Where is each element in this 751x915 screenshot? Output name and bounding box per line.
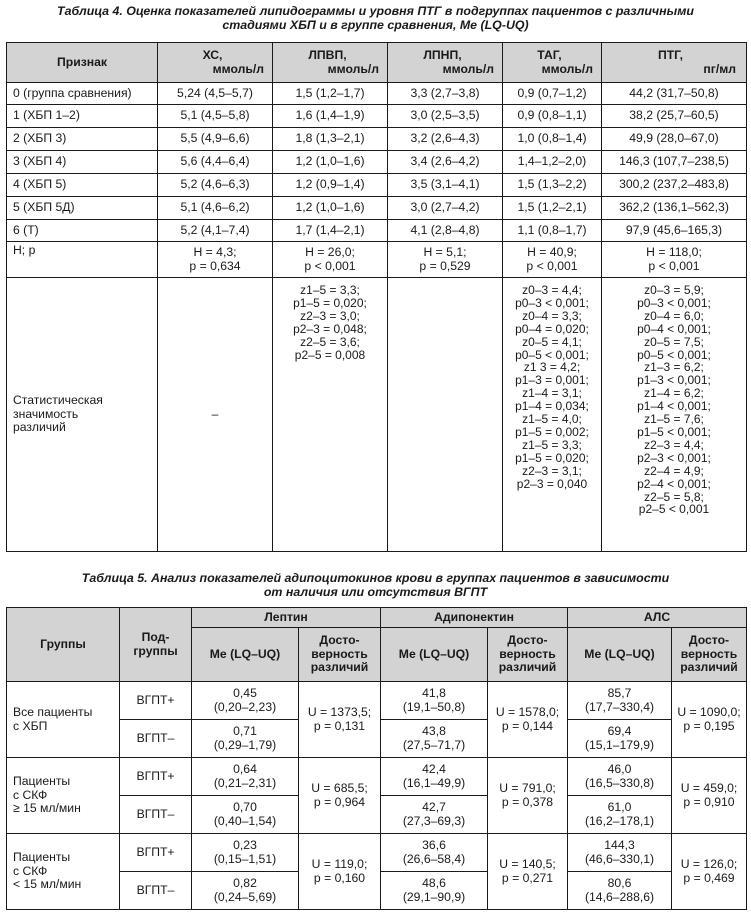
row-label: Статистическая значимость различий <box>7 278 158 552</box>
row-label: 4 (ХБП 5) <box>7 174 158 197</box>
cell-lpvp: Н = 26,0; р < 0,001 <box>273 242 388 278</box>
cell-als-me: 85,7 (17,7–330,4) <box>568 682 672 720</box>
cell-als-me: 80,6 (14,6–288,6) <box>568 872 672 910</box>
table4-header-ptg <box>602 43 747 83</box>
cell-hs: 5,24 (4,5–5,7) <box>158 83 273 105</box>
row-label: 2 (ХБП 3) <box>7 128 158 151</box>
row-label: 5 (ХБП 5Д) <box>7 197 158 220</box>
cell-hs: 5,2 (4,1–7,4) <box>158 220 273 242</box>
header-me: Me (LQ–UQ) <box>192 628 299 682</box>
cell-tag: 1,5 (1,2–2,1) <box>503 197 602 220</box>
cell-ptg: 362,2 (136,1–562,3) <box>602 197 747 220</box>
subgroup-label: ВГПТ– <box>120 796 192 834</box>
cell-ptg: 38,2 (25,7–60,5) <box>602 105 747 128</box>
cell-tag: 1,4–1,2–2,0) <box>503 151 602 174</box>
cell-ptg: 300,2 (237,2–483,8) <box>602 174 747 197</box>
header-unit: ммоль/л <box>442 61 494 76</box>
table-row <box>7 834 747 872</box>
cell-ptg: 44,2 (31,7–50,8) <box>602 83 747 105</box>
group-name: Пациенты с СКФ ≥ 15 мл/мин <box>7 758 120 834</box>
header-text: ЛПНП, <box>423 48 462 62</box>
cell-adiponectin-me: 36,6 (26,6–58,4) <box>381 834 488 872</box>
table-row <box>7 682 747 720</box>
header-text: ПТГ, <box>657 48 684 62</box>
table5-caption-line2: от наличия или отсутствия ВГПТ <box>263 585 488 599</box>
cell-lpnp: 3,0 (2,5–3,5) <box>388 105 503 128</box>
cell-lpnp: 3,4 (2,6–4,2) <box>388 151 503 174</box>
cell-als-me: 46,0 (16,5–330,8) <box>568 758 672 796</box>
table5-header-groups: Группы <box>7 608 120 682</box>
cell-lpnp: 3,2 (2,6–4,3) <box>388 128 503 151</box>
cell-lpvp: 1,7 (1,4–2,1) <box>273 220 388 242</box>
cell-adiponectin-me: 48,6 (29,1–90,9) <box>381 872 488 910</box>
table5-caption <box>0 571 751 599</box>
table4-significance-row <box>7 278 747 552</box>
cell-lpvp: 1,2 (1,0–1,6) <box>273 197 388 220</box>
table4-caption <box>0 4 751 32</box>
cell-adiponectin-significance: U = 791,0; p = 0,378 <box>488 758 568 834</box>
header-significance: Досто- верность различий <box>299 628 381 682</box>
cell-adiponectin-me: 42,7 (27,3–69,3) <box>381 796 488 834</box>
header-text: ЛПВП, <box>308 48 347 62</box>
cell-adiponectin-significance: U = 140,5; p = 0,271 <box>488 834 568 910</box>
header-text: ХС, <box>202 48 223 62</box>
cell-leptin-me: 0,71 (0,29–1,79) <box>192 720 299 758</box>
cell-adiponectin-significance: U = 1578,0; p = 0,144 <box>488 682 568 758</box>
table5-header-adiponectin: Адипонектин <box>381 608 568 628</box>
cell-hs: 5,5 (4,9–6,6) <box>158 128 273 151</box>
cell-leptin-me: 0,82 (0,24–5,69) <box>192 872 299 910</box>
row-label: 3 (ХБП 4) <box>7 151 158 174</box>
subgroup-label: ВГПТ+ <box>120 682 192 720</box>
cell-hs: 5,1 (4,6–6,2) <box>158 197 273 220</box>
table4-caption-line1: Таблица 4. Оценка показателей липидограммы и уровня ПТГ в подгруппах пациентов с различными <box>57 4 694 18</box>
cell-als-me: 61,0 (16,2–178,1) <box>568 796 672 834</box>
table4-header-lpvp <box>273 43 388 83</box>
cell-lpvp-stats: z1–5 = 3,3; p1–5 = 0,020; z2–3 = 3,0; p2–3 = 0,048; z2–5 = 3,6; p2–5 = 0,008 <box>273 278 388 552</box>
subgroup-label: ВГПТ+ <box>120 758 192 796</box>
cell-tag: 0,9 (0,7–1,2) <box>503 83 602 105</box>
header-text: Признак <box>57 54 107 69</box>
cell-lpvp: 1,2 (1,0–1,6) <box>273 151 388 174</box>
table-row <box>7 151 747 174</box>
cell-leptin-significance: U = 119,0; p = 0,160 <box>299 834 381 910</box>
cell-tag: 1,5 (1,3–2,2) <box>503 174 602 197</box>
cell-als-significance: U = 126,0; p = 0,469 <box>672 834 747 910</box>
table4-h-row <box>7 242 747 278</box>
table4-header-hs <box>158 43 273 83</box>
table-row <box>7 83 747 105</box>
cell-ptg: 49,9 (28,0–67,0) <box>602 128 747 151</box>
cell-tag: 1,1 (0,8–1,7) <box>503 220 602 242</box>
subgroup-label: ВГПТ+ <box>120 834 192 872</box>
header-text: ТАГ, <box>537 48 562 62</box>
table-row <box>7 105 747 128</box>
row-label: Н; р <box>7 242 158 278</box>
cell-ptg-stats: z0–3 = 5,9; p0–3 < 0,001; z0–4 = 6,0; p0–4 < 0,001; z0–5 = 7,5; p0–5 < 0,001; z1–3 = 6,2; p1–3 < 0,001; z1–4 = 6,2; p1–4 < 0,001; z1–5 = 7,6; p1–5 < 0,001; z2–3 = 4,4; p2–3 < 0,001; z2–4 = 4,9; p2–4 < 0,001; z2–5 = 5,8; p2–5 < 0,001 <box>602 278 747 552</box>
table-row <box>7 758 747 796</box>
cell-hs: 5,6 (4,4–6,4) <box>158 151 273 174</box>
cell-leptin-me: 0,64 (0,21–2,31) <box>192 758 299 796</box>
cell-adiponectin-me: 41,8 (19,1–50,8) <box>381 682 488 720</box>
table5-header-als: АЛС <box>568 608 747 628</box>
cell-hs: 5,1 (4,5–5,8) <box>158 105 273 128</box>
table4-header-feature <box>7 43 158 83</box>
cell-ptg: 146,3 (107,7–238,5) <box>602 151 747 174</box>
cell-leptin-significance: U = 1373,5; p = 0,131 <box>299 682 381 758</box>
header-unit: ммоль/л <box>541 61 593 76</box>
cell-hs: 5,2 (4,6–6,3) <box>158 174 273 197</box>
table5-header-leptin: Лептин <box>192 608 381 628</box>
cell-leptin-me: 0,70 (0,40–1,54) <box>192 796 299 834</box>
header-significance: Досто- верность различий <box>672 628 747 682</box>
table4 <box>6 42 747 552</box>
cell-lpvp: 1,8 (1,3–2,1) <box>273 128 388 151</box>
cell-hs: Н = 4,3; р = 0,634 <box>158 242 273 278</box>
cell-als-significance: U = 1090,0; p = 0,195 <box>672 682 747 758</box>
header-unit: пг/мл <box>703 61 736 76</box>
cell-als-me: 69,4 (15,1–179,9) <box>568 720 672 758</box>
group-name: Пациенты с СКФ < 15 мл/мин <box>7 834 120 910</box>
subgroup-label: ВГПТ– <box>120 872 192 910</box>
cell-als-me: 144,3 (46,6–330,1) <box>568 834 672 872</box>
cell-lpnp: 3,3 (2,7–3,8) <box>388 83 503 105</box>
header-unit: ммоль/л <box>212 61 264 76</box>
header-unit: ммоль/л <box>327 61 379 76</box>
table5 <box>6 607 747 910</box>
table-row <box>7 220 747 242</box>
header-me: Me (LQ–UQ) <box>568 628 672 682</box>
subgroup-label: ВГПТ– <box>120 720 192 758</box>
cell-lpnp: 3,0 (2,7–4,2) <box>388 197 503 220</box>
cell-als-significance: U = 459,0; p = 0,910 <box>672 758 747 834</box>
cell-leptin-me: 0,23 (0,15–1,51) <box>192 834 299 872</box>
header-me: Me (LQ–UQ) <box>381 628 488 682</box>
header-significance: Досто- верность различий <box>488 628 568 682</box>
cell-hs: – <box>158 278 273 552</box>
cell-tag-stats: z0–3 = 4,4; p0–3 < 0,001; z0–4 = 3,3; p0–4 = 0,020; z0–5 = 4,1; p0–5 < 0,001; z1 3 = 4,2; p1–3 = 0,001; z1–4 = 3,1; p1–4 = 0,034; z1–5 = 4,0; p1–5 = 0,002; z1–5 = 3,3; p1–5 = 0,020; z2–3 = 3,1; p2–3 = 0,040 <box>503 278 602 552</box>
cell-adiponectin-me: 42,4 (16,1–49,9) <box>381 758 488 796</box>
table-row <box>7 174 747 197</box>
row-label: 1 (ХБП 1–2) <box>7 105 158 128</box>
cell-lpvp: 1,2 (0,9–1,4) <box>273 174 388 197</box>
table5-header-row1 <box>7 608 747 628</box>
cell-ptg: Н = 118,0; р < 0,001 <box>602 242 747 278</box>
cell-lpnp-stats <box>388 278 503 552</box>
cell-tag: 1,0 (0,8–1,4) <box>503 128 602 151</box>
cell-adiponectin-me: 43,8 (27,5–71,7) <box>381 720 488 758</box>
cell-tag: 0,9 (0,8–1,1) <box>503 105 602 128</box>
row-label: 6 (Т) <box>7 220 158 242</box>
table-row <box>7 128 747 151</box>
cell-lpnp: Н = 5,1; р = 0,529 <box>388 242 503 278</box>
cell-lpnp: 4,1 (2,8–4,8) <box>388 220 503 242</box>
table-row <box>7 197 747 220</box>
cell-tag: Н = 40,9; р < 0,001 <box>503 242 602 278</box>
table4-header-tag <box>503 43 602 83</box>
cell-leptin-significance: U = 685,5; p = 0,964 <box>299 758 381 834</box>
group-name: Все пациенты с ХБП <box>7 682 120 758</box>
table4-caption-line2: стадиями ХБП и в группе сравнения, Me (LQ-UQ) <box>222 18 529 32</box>
cell-leptin-me: 0,45 (0,20–2,23) <box>192 682 299 720</box>
cell-lpnp: 3,5 (3,1–4,1) <box>388 174 503 197</box>
cell-lpvp: 1,6 (1,4–1,9) <box>273 105 388 128</box>
cell-ptg: 97,9 (45,6–165,3) <box>602 220 747 242</box>
row-label: 0 (группа сравнения) <box>7 83 158 105</box>
cell-lpvp: 1,5 (1,2–1,7) <box>273 83 388 105</box>
table4-header-lpnp <box>388 43 503 83</box>
table4-header-row <box>7 43 747 83</box>
table5-header-subgroups: Под- группы <box>120 608 192 682</box>
table5-caption-line1: Таблица 5. Анализ показателей адипоцитокинов крови в группах пациентов в зависимости <box>81 571 670 585</box>
